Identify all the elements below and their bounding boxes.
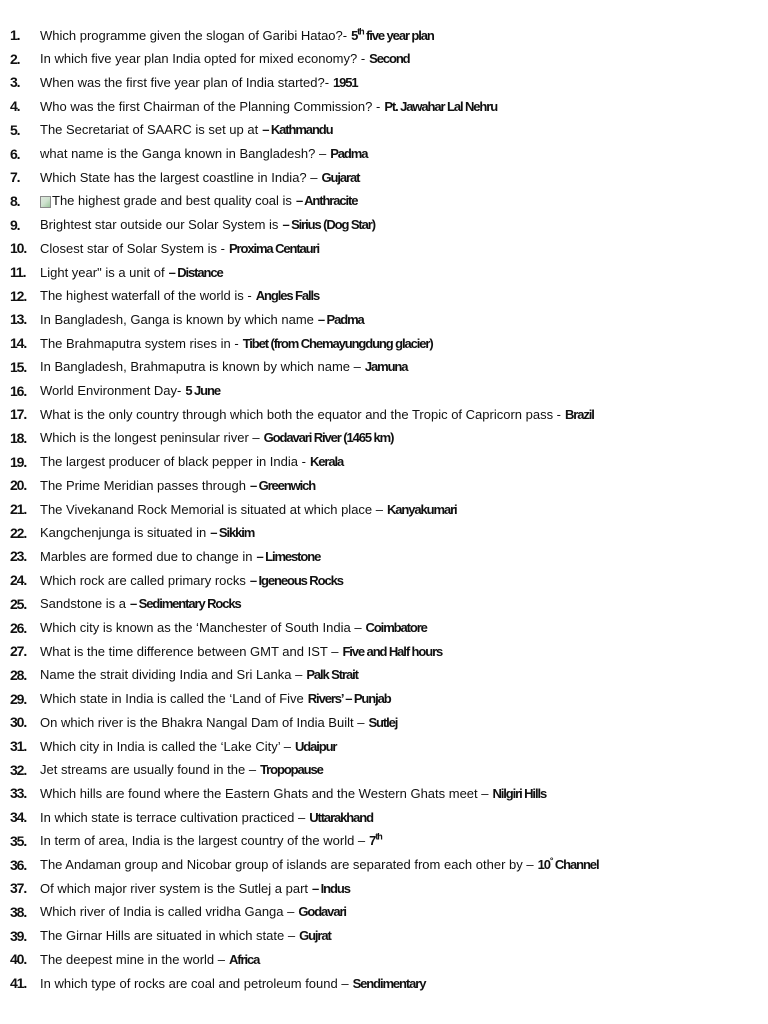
list-item [0,94,768,118]
list-item [0,734,768,758]
answer-main: Rivers’ – Punjab [307,691,391,707]
list-item [0,165,768,189]
answer-main: – Greenwich [249,477,316,493]
question-text: The Girnar Hills are situated in which state – [40,928,296,944]
question-text: World Environment Day- [40,383,182,398]
answer-main: Gujarat [321,169,360,185]
answer-text [333,75,358,90]
list-item [0,924,768,948]
answer-main: Gujrat [299,928,331,944]
answer-text [295,739,336,754]
answer-main: Tibet (from Chemayungdung glacier) [242,335,433,351]
question-text: Which is the longest peninsular river – [40,430,260,446]
list-item [0,568,768,592]
item-number: 26. [10,619,27,636]
question-text: Name the strait dividing India and Sri Lanka – [40,667,303,683]
answer-text [309,810,373,825]
answer-superscript: ° [549,855,553,866]
answer-main: – Indus [312,880,350,896]
answer-main: Five and Half hours [342,643,443,659]
answer-main: 1951 [333,74,358,90]
list-item [0,260,768,284]
question-text: The Prime Meridian passes through [40,477,246,493]
list-item [0,142,768,166]
question-text: Marbles are formed due to change in [40,548,253,564]
broken-image-icon [40,196,51,208]
list-item [0,497,768,521]
item-number: 24. [10,572,27,589]
item-number: 2. [10,50,20,67]
answer-text [365,359,408,374]
answer-main: Africa [229,951,260,967]
item-number: 27. [10,643,27,660]
answer-superscript: th [357,26,364,37]
answer-main: – Padma [317,311,364,327]
answer-main: Kanyakumari [387,501,457,517]
answer-main: – Limestone [256,548,321,564]
answer-main: Padma [330,146,368,161]
item-number: 30. [10,714,27,731]
item-number: 41. [10,975,27,991]
item-number: 14. [10,335,27,352]
question-text: In term of area, India is the largest country of the world – [40,833,366,849]
answer-main: Sendimentary [352,975,426,991]
question-text: The largest producer of black pepper in India - [40,454,306,470]
list-item [0,876,768,900]
question-text: On which river is the Bhakra Nangal Dam of India Built – [40,714,365,730]
answer-text [351,28,434,43]
answer-text [493,786,547,801]
answer-text [298,904,346,919]
answer-main: 5 [351,27,358,43]
question-text: Which State has the largest coastline in India? – [40,169,318,185]
question-text: Closest star of Solar System is - [40,240,225,256]
list-item [0,616,768,640]
answer-text [387,502,457,517]
item-number: 31. [10,738,27,754]
answer-main: 10 [537,857,550,872]
item-number: 11. [10,264,26,280]
answer-text [368,715,397,730]
answer-text [250,573,343,588]
question-text: The Andaman group and Nicobar group of islands are separated from each other by – [40,857,534,872]
answer-text [229,952,259,967]
list-item [0,663,768,687]
question-text: Kangchenjunga is situated in [40,525,207,541]
answer-main: Godavari [298,904,346,920]
question-text: What is the time difference between GMT and IST – [40,643,339,659]
question-text: what name is the Ganga known in Bangladesh? – [40,146,327,161]
list-item [0,900,768,924]
question-text: Which rock are called primary rocks [40,572,246,588]
answer-text [342,644,442,659]
question-text: Which programme given the slogan of Garibi Hatao?- [40,27,348,43]
question-text: Jet streams are usually found in the – [40,762,257,778]
list-item [0,70,768,94]
list-item [0,971,768,995]
item-number: 10. [10,240,27,257]
question-text: The deepest mine in the world – [40,951,225,967]
answer-text [369,51,409,66]
item-number: 8. [10,192,20,209]
list-item [0,473,768,497]
answer-text [369,833,381,848]
question-text: Sandstone is a [40,596,127,612]
list-item [0,189,768,213]
item-number: 18. [10,429,27,446]
list-item [0,853,768,877]
item-number: 34. [10,809,27,826]
answer-text [353,976,426,991]
answer-main: Pt. Jawahar Lal Nehru [384,98,498,114]
item-number: 17. [10,406,27,423]
answer-text [565,407,594,422]
question-text: The highest grade and best quality coal is [52,193,292,209]
answer-text [229,241,319,256]
item-number: 9. [10,216,20,233]
list-item [0,450,768,474]
item-number: 12. [10,287,27,304]
list-item [0,284,768,308]
item-number: 15. [10,358,27,375]
answer-main: – Igeneous Rocks [249,572,343,588]
item-number: 16. [10,382,27,399]
list-item [0,829,768,853]
answer-superscript: th [375,831,382,842]
list-item [0,544,768,568]
answer-text [310,454,343,469]
item-number: 1. [10,27,20,43]
answer-main: Palk Strait [306,667,358,683]
list-item [0,355,768,379]
list-item [0,379,768,403]
list-item [0,47,768,71]
question-text: Which hills are found where the Eastern Ghats and the Western Ghats meet – [40,785,489,801]
answer-main: Coimbatore [365,620,427,635]
answer-main: Angles Falls [255,288,320,304]
question-text: Light year" is a unit of [40,264,165,280]
question-text: In which state is terrace cultivation practiced – [40,809,306,825]
answer-text [260,762,323,777]
list-item [0,639,768,663]
answer-main: Second [369,51,410,67]
answer-text [312,881,350,896]
list-item [0,213,768,237]
answer-text [256,288,319,303]
item-number: 23. [10,548,27,565]
answer-text [306,667,358,682]
question-text: The Vivekanand Rock Memorial is situated at which place – [40,501,383,517]
list-item [0,758,768,782]
answer-suffix: five year plan [363,27,434,43]
answer-suffix: Channel [552,857,599,872]
answer-text [322,170,360,185]
list-item [0,426,768,450]
question-text: In Bangladesh, Ganga is known by which name [40,311,314,327]
answer-text [130,596,241,611]
answer-text [384,99,497,114]
answer-text [538,857,599,872]
list-item [0,805,768,829]
question-text: The Secretariat of SAARC is set up at [40,122,259,138]
answer-text [185,383,220,398]
question-text: Of which major river system is the Sutlej a part [40,880,309,896]
question-text: The highest waterfall of the world is - [40,288,252,304]
list-item [0,307,768,331]
question-text: In which type of rocks are coal and petroleum found – [40,975,349,991]
list-item [0,710,768,734]
list-item [0,23,768,47]
item-number: 21. [10,501,27,517]
question-text: What is the only country through which both the equator and the Tropic of Capricorn pass - [40,406,562,422]
answer-text [366,620,427,635]
answer-text [264,430,394,445]
list-item [0,402,768,426]
answer-text [282,217,375,232]
answer-text [299,928,331,943]
answer-main: Uttarakhand [309,809,373,825]
answer-main: 7 [369,833,376,849]
answer-text [262,122,332,137]
item-number: 29. [10,690,27,707]
question-text: Which city is known as the ‘Manchester of South India – [40,620,362,635]
answer-main: Kerala [309,454,344,470]
item-number: 3. [10,74,20,91]
list-item [0,331,768,355]
answer-main: – Distance [168,264,223,280]
answer-text [256,549,320,564]
list-item [0,781,768,805]
answer-main: 5 June [185,383,220,398]
question-text: Brightest star outside our Solar System is [40,217,279,233]
item-number: 5. [10,121,20,138]
list-item [0,521,768,545]
question-text: When was the first five year plan of India started?- [40,74,330,90]
answer-main: Proxima Centauri [228,240,319,256]
question-text: The Brahmaputra system rises in - [40,335,239,351]
answer-main: – Kathmandu [262,122,333,138]
answer-main: – Sikkim [210,525,255,541]
question-text: In which five year plan India opted for mixed economy? - [40,51,366,67]
question-text: Who was the first Chairman of the Planning Commission? - [40,98,381,114]
answer-text [169,265,223,280]
list-item [0,687,768,711]
answer-text [308,691,391,706]
item-number: 7. [10,169,20,186]
answer-text [296,193,357,208]
item-number: 20. [10,477,27,494]
item-number: 37. [10,880,27,897]
answer-text [250,478,315,493]
item-number: 40. [10,951,27,968]
list-item [0,236,768,260]
item-number: 36. [10,856,27,873]
question-text: Which city in India is called the ‘Lake City’ – [40,738,291,754]
answer-text [318,312,364,327]
answer-main: Brazil [565,406,594,422]
item-number: 22. [10,524,27,541]
item-number: 25. [10,595,27,612]
question-text: Which river of India is called vridha Ganga – [40,904,295,920]
answer-main: Udaipur [294,738,337,754]
question-text: In Bangladesh, Brahmaputra is known by which name – [40,359,361,375]
item-number: 35. [10,832,27,849]
answer-main: Godavari River (1465 km) [263,430,394,446]
item-number: 13. [10,311,27,328]
item-number: 19. [10,453,27,470]
answer-main: Jamuna [364,359,408,375]
item-number: 39. [10,927,27,944]
answer-main: – Sedimentary Rocks [130,596,241,612]
item-number: 6. [10,145,20,162]
item-number: 38. [10,903,27,920]
answer-text [210,525,254,540]
item-number: 4. [10,98,20,115]
list-item [0,592,768,616]
list-item [0,947,768,971]
answer-main: – Anthracite [295,193,358,209]
question-text: Which state in India is called the ‘Land of Five [40,691,304,707]
answer-main: – Sirius (Dog Star) [282,217,375,233]
answer-main: Nilgiri Hills [492,785,547,801]
item-number: 33. [10,785,27,802]
item-number: 32. [10,761,27,778]
list-item [0,118,768,142]
answer-main: Sutlej [368,714,398,730]
answer-main: Tropopause [260,762,323,778]
answer-text [330,146,367,161]
item-number: 28. [10,666,27,683]
answer-text [243,336,433,351]
